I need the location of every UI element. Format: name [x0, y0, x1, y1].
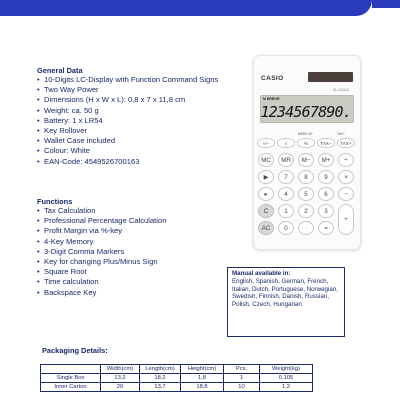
manual-languages: English, Spanish, German, French, Italian, Dutch, Portuguese, Norwegian, Swedish, Finnish, Danish, Russian, Polish, Czech, Hungarian: [232, 278, 338, 308]
list-item: • 4-Key Memory: [37, 237, 166, 247]
calculator-image: [253, 55, 361, 250]
table-header-row: [41, 365, 313, 374]
fn-label-tax: TAX+: [337, 132, 345, 136]
table-cell: 18,8: [181, 383, 224, 392]
list-item: • Key for changing Plus/Minus Sign: [37, 257, 166, 267]
list-item: • Time calculation: [37, 277, 166, 287]
key-mr: MR: [278, 153, 294, 167]
table-cell: 20: [101, 383, 140, 392]
functions-title: Functions: [37, 197, 73, 206]
key-equals: =: [318, 221, 334, 235]
key-m-plus: M+: [318, 153, 334, 167]
display-digits: 1234567890.: [260, 103, 351, 121]
key-all-clear: AC: [258, 221, 274, 235]
table-cell: 1: [224, 374, 260, 383]
key-m-minus: M−: [298, 153, 314, 167]
table-cell: 18,2: [140, 374, 181, 383]
packaging-title: Packaging Details:: [42, 346, 108, 355]
list-item: • Profit Margin via %-key: [37, 226, 166, 236]
table-header-cell: Length(cm): [140, 365, 181, 374]
key-decimal: ·: [298, 221, 314, 235]
list-item: • Dimensions (H x W x L): 0,8 x 7 x 11,8 cm: [37, 95, 218, 105]
list-item: • Professional Percentage Calculation: [37, 216, 166, 226]
table-cell: 13,7: [140, 383, 181, 392]
general-data-title: General Data: [37, 66, 83, 75]
key-0: 0: [278, 221, 294, 235]
calculator-display: [260, 95, 354, 123]
table-cell: 0,105: [260, 374, 313, 383]
key-mc: MC: [258, 153, 274, 167]
table-cell: Single Box: [41, 374, 101, 383]
key-4: 4: [278, 187, 294, 201]
key-2: 2: [298, 204, 314, 218]
manual-languages-box: [227, 267, 345, 337]
key-percent: %: [297, 138, 315, 148]
general-data-list: [37, 75, 218, 167]
key-1: 1: [278, 204, 294, 218]
display-indicator: M ERROR: [263, 97, 280, 101]
table-header-cell: Width(cm): [101, 365, 140, 374]
key-divide: ÷: [338, 153, 354, 167]
key-tax-plus: TAX+: [337, 138, 355, 148]
list-item: • Square Root: [37, 267, 166, 277]
table-row: [41, 383, 313, 392]
key-7: 7: [278, 170, 294, 184]
table-row: [41, 374, 313, 383]
table-cell: 1,8: [181, 374, 224, 383]
key-plus: +: [338, 204, 354, 235]
key-6: 6: [318, 187, 334, 201]
header-banner: [0, 0, 372, 16]
calculator-brand-logo: CASIO: [261, 75, 284, 82]
key-9: 9: [318, 170, 334, 184]
key-minus: −: [338, 187, 354, 201]
table-cell: 13,2: [101, 374, 140, 383]
list-item: • Two Way Power: [37, 85, 218, 95]
key-5: 5: [298, 187, 314, 201]
list-item: • 10-Digits LC-Display with Function Command Signs: [37, 75, 218, 85]
key-backspace: ▸: [258, 187, 274, 201]
table-header-cell: Height(cm): [181, 365, 224, 374]
key-right-arrow: ▶: [258, 170, 274, 184]
functions-list: [37, 206, 166, 298]
list-item: • Colour: White: [37, 146, 218, 156]
key-tax-minus: TAX−: [317, 138, 335, 148]
fn-label-markup: MARK UP: [298, 132, 313, 136]
table-cell: Inner Carton: [41, 383, 101, 392]
table-cell: 1,2: [260, 383, 313, 392]
key-clear: C: [258, 204, 274, 218]
list-item: • 3-Digit Comma Markers: [37, 247, 166, 257]
key-8: 8: [298, 170, 314, 184]
table-cell: 10: [224, 383, 260, 392]
header-banner-tail: [372, 0, 400, 8]
table-header-cell: Pcs.: [224, 365, 260, 374]
table-header-cell: Weight(kg): [260, 365, 313, 374]
list-item: • Wallet Case included: [37, 136, 218, 146]
list-item: • Battery: 1 x LR54: [37, 116, 218, 126]
key-plus-minus: +/−: [257, 138, 275, 148]
key-3: 3: [318, 204, 334, 218]
manual-title: Manual available in:: [232, 270, 291, 277]
list-item: • Key Rollover: [37, 126, 218, 136]
list-item: • Weight: ca. 50 g: [37, 106, 218, 116]
calculator-model: SL-310UC: [333, 88, 350, 92]
list-item: • Tax Calculation: [37, 206, 166, 216]
solar-panel: [308, 72, 353, 82]
packaging-table: [40, 364, 313, 392]
key-multiply: ×: [338, 170, 354, 184]
key-sqrt: √: [277, 138, 295, 148]
list-item: • Backspace Key: [37, 288, 166, 298]
table-header-cell: [41, 365, 101, 374]
list-item: • EAN-Code: 4549526700163: [37, 157, 218, 167]
